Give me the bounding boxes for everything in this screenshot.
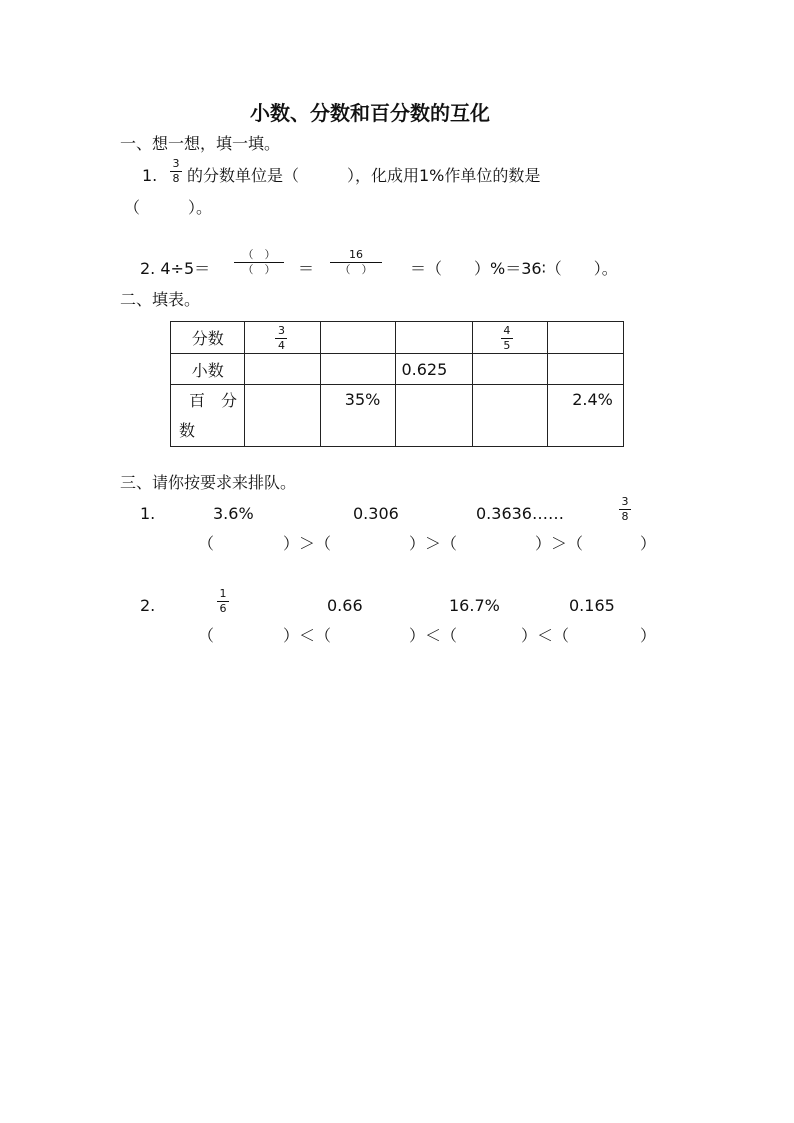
table-cell[interactable] [472,385,547,447]
table-cell[interactable]: 35% [320,385,396,447]
conversion-table [170,321,624,447]
q2-fraction-1-numerator[interactable]: （ ） [242,248,276,261]
table-cell[interactable] [396,322,472,354]
row-label-decimal: 小数 [171,354,245,385]
s3-q2-fraction: 1 6 [217,588,229,615]
q1-answer-blank[interactable]: （ ）。 [124,198,213,217]
s3-q1-item: 0.3636…… [476,504,564,523]
table-cell[interactable] [245,385,320,447]
row-label-fraction: 分数 [171,322,245,354]
s3-q1-order-blank[interactable]: ）＞（ [535,534,584,553]
q1-fraction [170,158,182,185]
s3-q1-item: 3.6% [213,504,254,523]
s3-q1-order-blank[interactable]: ） [640,534,657,553]
s3-q1-order-blank[interactable]: ）＞（ [283,534,332,553]
q2-tail[interactable]: ＝（ ）%＝36∶（ ）。 [410,259,618,278]
row-label-percent: 百 分 数 [171,385,245,447]
q1-fraction-denominator: 8 [172,172,180,185]
table-cell[interactable] [320,354,396,385]
s3-q2-order-blank[interactable]: （ [198,626,215,645]
q2-fraction-2[interactable] [330,249,382,276]
q2-fraction-1[interactable] [234,249,284,276]
s3-q1-item: 0.306 [353,504,399,523]
table-cell[interactable] [472,354,547,385]
s3-q2-order-blank[interactable]: ）＜（ [521,626,570,645]
table-fraction-1: 3 4 [275,325,287,352]
s3-q2-order-blank[interactable]: ）＜（ [283,626,332,645]
section-2-heading: 二、填表。 [120,290,201,309]
table-cell[interactable] [396,385,472,447]
q2-lead: 2. 4÷5＝ [140,259,211,278]
table-cell[interactable]: 2.4% [548,385,624,447]
section-3-heading: 三、请你按要求来排队。 [120,473,297,492]
s3-q2-item: 0.66 [327,596,363,615]
section-1-heading: 一、想一想，填一填。 [120,134,281,153]
s3-q2-item: 16.7% [449,596,500,615]
q2-fraction-2-denominator[interactable]: （ ） [339,263,373,276]
table-cell[interactable] [548,354,624,385]
q2-fraction-2-numerator: 16 [349,248,363,261]
s3-q2-item: 0.165 [569,596,615,615]
table-cell[interactable] [245,322,320,354]
page-title: 小数、分数和百分数的互化 [250,101,490,125]
s3-q1-order-blank[interactable]: （ [198,534,215,553]
q1-text: 的分数单位是（ ），化成用1%作单位的数是 [187,166,541,185]
q1-fraction-numerator: 3 [172,157,180,170]
q2-equals: ＝ [298,259,315,278]
table-fraction-2: 4 5 [501,325,513,352]
s3-q1-number: 1. [140,504,156,523]
s3-q1-order-blank[interactable]: ）＞（ [409,534,458,553]
table-cell[interactable] [472,322,547,354]
s3-q2-order-blank[interactable]: ） [640,626,657,645]
table-cell[interactable] [320,322,396,354]
q2-fraction-1-denominator[interactable]: （ ） [242,263,276,276]
table-cell[interactable]: 0.625 [396,354,472,385]
s3-q2-number: 2. [140,596,156,615]
s3-q2-order-blank[interactable]: ）＜（ [409,626,458,645]
s3-q1-fraction: 3 8 [619,496,631,523]
table-cell[interactable] [245,354,320,385]
q1-number: 1. [142,166,158,185]
table-cell[interactable] [548,322,624,354]
